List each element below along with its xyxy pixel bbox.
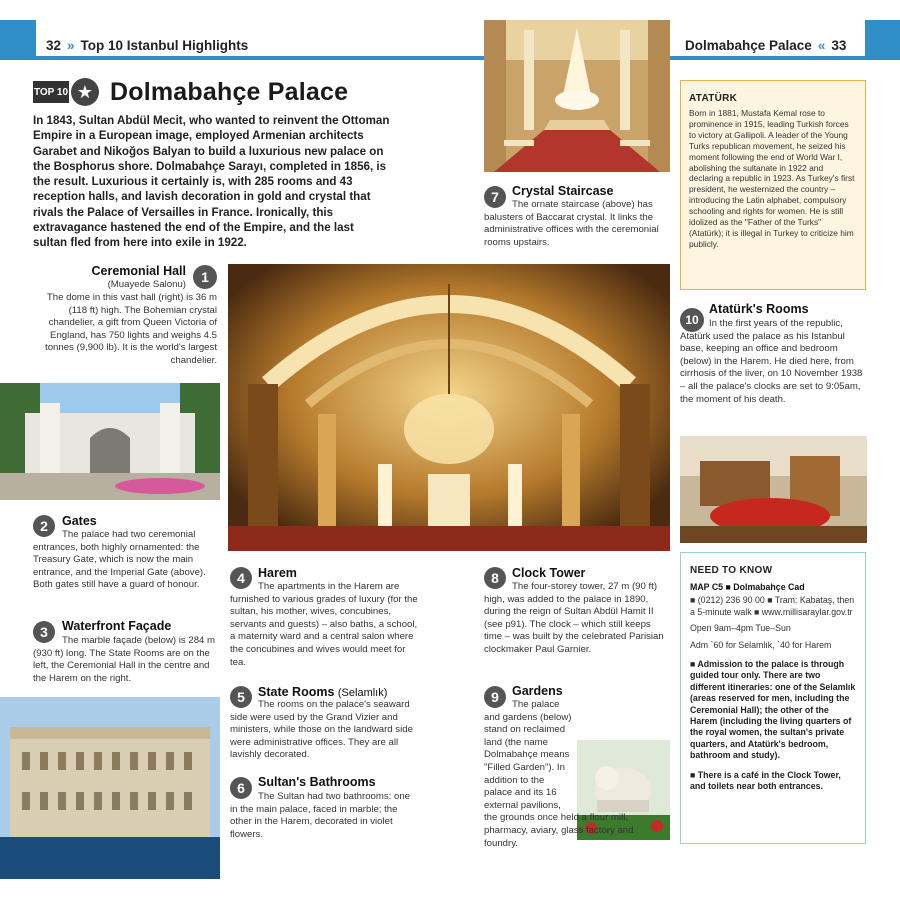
left-page-tab: [0, 20, 36, 60]
ataturk-bedroom-photo: [680, 436, 867, 543]
crystal-staircase-body: The ornate staircase (above) has balusters of Baccarat crystal. It links the administrative offices with the ceremonial rooms upstairs.: [484, 199, 659, 248]
left-header-rule: [36, 56, 484, 60]
clock-tower-heading: Clock Tower: [512, 566, 586, 580]
number-badge-5: 5: [230, 686, 252, 708]
number-badge-2: 2: [33, 515, 55, 537]
admission-note: ■ Admission to the palace is through guided tour only. There are two different itineraries: one of the Selamlık (areas reserved for men, including the Ceremonial Hall); the other of the Harem (including the living quarters of the royal women, the sultan's private quarters, and Atatürk's bedroom, bathroom and study).: [690, 659, 856, 761]
right-header-rule: [670, 56, 865, 60]
number-badge-9: 9: [484, 686, 506, 708]
top10-badge: TOP 10: [33, 81, 69, 103]
gardens-photo-float: [575, 699, 670, 804]
right-running-title: Dolmabahçe Palace: [685, 38, 812, 53]
ceremonial-hall-heading: Ceremonial Hall: [91, 264, 186, 278]
state-rooms-heading: [258, 685, 387, 699]
clock-tower-body: The four-storey tower, 27 m (90 ft) high, was added to the palace in 1890, during the reign of Sultan Abdül Hamit II (see p91). The clock – which still keeps time – was built by the celebrated Parisian clockmaker Paul Garnier.: [484, 581, 664, 655]
number-badge-7: 7: [484, 186, 506, 208]
gardens-heading: Gardens: [512, 684, 563, 698]
ataturk-box-heading: ATATÜRK: [689, 93, 738, 104]
harem-heading: Harem: [258, 566, 297, 580]
state-rooms-body: The rooms on the palace's seaward side were used by the Grand Vizier and ministers, while those on the landward side were administrative offices. They are all lavishly decorated.: [230, 699, 413, 761]
right-running-header: Dolmabahçe Palace « 33: [685, 38, 847, 53]
bathrooms-heading: Sultan's Bathrooms: [258, 775, 376, 789]
need-to-know-heading: NEED TO KNOW: [690, 565, 773, 576]
crystal-staircase-photo: [484, 20, 670, 172]
need-to-know-box: [680, 552, 866, 844]
left-running-title: Top 10 Istanbul Highlights: [80, 38, 249, 53]
number-badge-6: 6: [230, 777, 252, 799]
gates-heading: Gates: [62, 514, 97, 528]
intro-paragraph: In 1843, Sultan Abdül Mecit, who wanted to reinvent the Ottoman Empire in a European image, employed Armenian architects Garabet and Nikoğos Balyan to build a luxurious new palace on the Bosphorus shore. Dolmabahçe Sarayı, completed in 1856, is the result. Luxurious it certainly is, with 285 rooms and 43 reception halls, and lavish decoration in gold and crystal that rivals the Palace of Versailles in France. Ironically, this extravagance hastened the end of the Empire, and the last sultan fled from here into exile in 1922.: [33, 114, 390, 250]
page-title: Dolmabahçe Palace: [110, 78, 349, 106]
gardens-body: [484, 699, 670, 850]
number-badge-1: 1: [193, 265, 217, 289]
admission-price: Adm `60 for Selamlık, `40 for Harem: [690, 639, 832, 650]
contact-line: ■ (0212) 236 90 00 ■ Tram: Kabataş, then a 5-minute walk ■ www.millisaraylar.gov.tr: [690, 595, 855, 617]
map-line: MAP C5 ■ Dolmabahçe Cad: [690, 582, 805, 592]
bathrooms-body: The Sultan had two bathrooms: one in the main palace, faced in marble; the other in the Harem, decorated in violet flowers.: [230, 791, 410, 840]
state-rooms-suffix: (Selamlık): [337, 687, 388, 699]
gates-body: The palace had two ceremonial entrances, both highly ornamented: the Treasury Gate, which is now the main entrance, and the Imperial Gate (above). Both gates still have a guard of honour.: [33, 529, 206, 591]
state-rooms-title: State Rooms: [258, 685, 335, 699]
waterfront-heading: Waterfront Façade: [62, 619, 172, 633]
number-badge-8: 8: [484, 567, 506, 589]
star-icon: ★: [71, 78, 99, 106]
crystal-staircase-heading: Crystal Staircase: [512, 184, 614, 198]
ceremonial-hall-photo: [228, 264, 670, 551]
waterfront-body: The marble façade (below) is 284 m (930 ft) long. The State Rooms are on the left, the Ceremonial Hall in the centre and the Harem on the right.: [33, 635, 216, 684]
right-page-tab: [865, 20, 900, 60]
cafe-note: ■ There is a café in the Clock Tower, and toilets near both entrances.: [690, 769, 841, 792]
right-page-number: 33: [831, 38, 847, 53]
imperial-gate-photo: [0, 383, 220, 500]
number-badge-10: 10: [680, 308, 704, 332]
number-badge-3: 3: [33, 621, 55, 643]
ataturk-rooms-body: In the first years of the republic, Atatürk used the palace as his Istanbul base, keeping an office and bedroom (below) in the Harem. He died here, from cirrhosis of the liver, on 10 November 1938 – all the palace's clocks are set to 9:05am, the moment of his death.: [680, 318, 863, 405]
opening-hours: Open 9am–4pm Tue–Sun: [690, 623, 791, 634]
ceremonial-hall-body: The dome in this vast hall (right) is 36 m (118 ft) high. The Bohemian crystal chandelier, a gift from Queen Victoria of England, has 750 lights and weighs 4.5 tonnes (9,900 lb). It is the world's largest chandelier.: [45, 292, 217, 366]
ataturk-box-body: Born in 1881, Mustafa Kemal rose to prominence in 1915, leading Turkish forces to victory at Gallipoli. A leader of the Young Turks republican movement, he seized his moment following the end of World War I, abolishing the sultanate in 1922 and declaring a republic in 1923. As Turkey's first president, he westernized the country – introducing the Latin alphabet, compulsory schooling and rights for women. He is still idolized as the "Father of the Turks" (Atatürk); it is illegal in Turkey to criticize him publicly.: [689, 108, 855, 249]
waterfront-facade-photo: [0, 697, 220, 879]
left-page-number: 32: [46, 38, 62, 53]
number-badge-4: 4: [230, 567, 252, 589]
left-running-header: 32 » Top 10 Istanbul Highlights: [46, 38, 249, 53]
ataturk-rooms-heading: Atatürk's Rooms: [709, 302, 809, 316]
gardens-body-text: The palace and gardens (below) stand on reclaimed land (the name Dolmabahçe means "Filled Garden"). In addition to the palace and its 16 external pavilions, the grounds once held a flour mill, pharmacy, aviary, glass factory and foundry.: [484, 699, 634, 849]
ataturk-sidebar-box: [680, 80, 866, 290]
ceremonial-hall-subtitle: (Muayede Salonu): [107, 279, 186, 290]
harem-body: The apartments in the Harem are furnished to various grades of luxury (for the sultan, his mother, wives, concubines, servants and guests) – also baths, a school, a maternity ward and a central salon where the concubines and wives would meet for tea.: [230, 581, 418, 668]
